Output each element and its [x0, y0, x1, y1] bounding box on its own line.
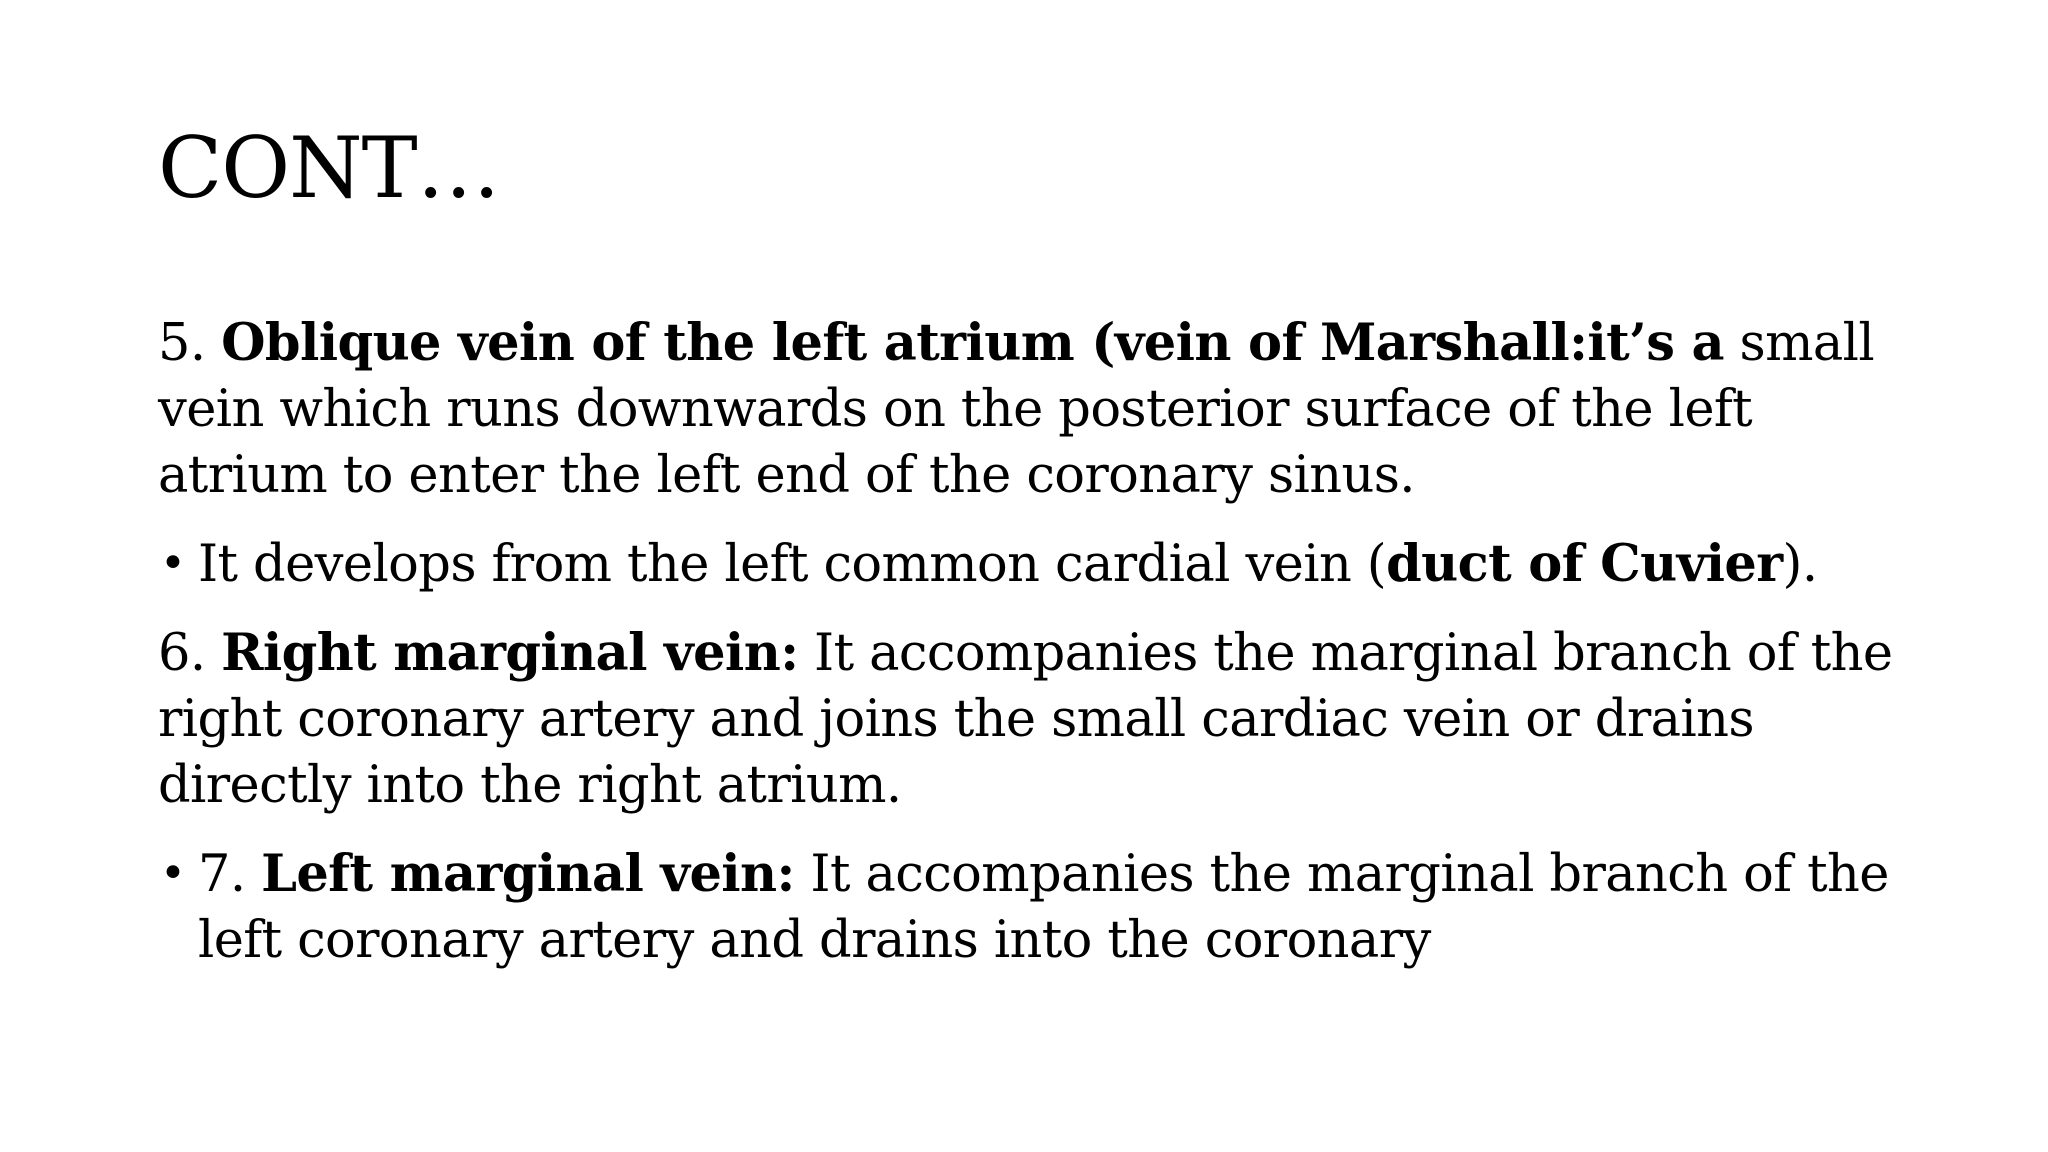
description-right-marginal-vein: It accompanies the marginal branch of the right coronary artery and joins the small cardiac vein or drains directly into the right atrium.	[158, 624, 1893, 815]
term-duct-of-cuvier: duct of Cuvier	[1386, 534, 1783, 594]
item-number: 7.	[198, 845, 262, 904]
term-left-marginal-vein: Left marginal vein:	[261, 844, 795, 904]
bullet-left-marginal-vein	[158, 841, 1918, 974]
paragraph-oblique-vein	[158, 310, 1918, 509]
description-left-marginal-vein: It accompanies the marginal branch of the left coronary artery and drains into the coronary	[198, 845, 1889, 970]
item-number: 5.	[158, 314, 222, 373]
term-oblique-vein: Oblique vein of the left atrium (vein of Marshall:it’s a	[221, 313, 1724, 373]
item-number: 6.	[158, 624, 222, 683]
bullet-text-after: ).	[1782, 535, 1818, 594]
bullet-icon: •	[160, 538, 186, 589]
bullet-duct-of-cuvier	[158, 531, 1918, 598]
slide-title: CONT…	[158, 119, 500, 217]
paragraph-right-marginal-vein	[158, 620, 1918, 819]
bullet-text-before: It develops from the left common cardial vein (	[198, 535, 1387, 594]
description-oblique-vein: small vein which runs downwards on the posterior surface of the left atrium to enter the left end of the coronary sinus.	[158, 314, 1875, 505]
slide-body	[158, 310, 1918, 996]
bullet-icon: •	[160, 848, 186, 899]
term-right-marginal-vein: Right marginal vein:	[221, 623, 799, 683]
